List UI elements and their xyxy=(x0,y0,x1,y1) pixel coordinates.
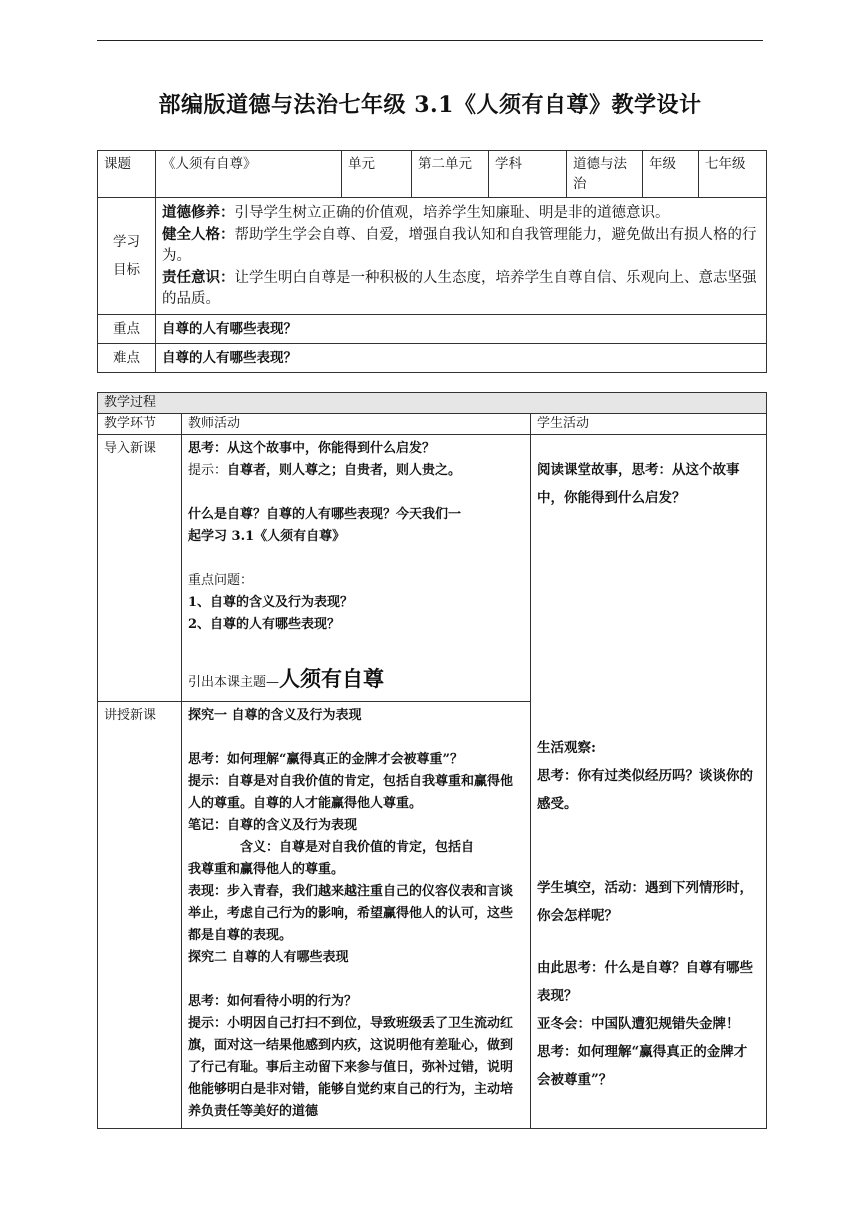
ke-ti-value: 《人须有自尊》 xyxy=(156,151,342,198)
process-header-row xyxy=(98,414,767,435)
difficulty-label: 难点 xyxy=(98,344,156,373)
student-item: 阅读课堂故事，思考：从这个故事中，你能得到什么启发？ xyxy=(537,462,740,506)
page-title: 部编版道德与法治七年级 3.1《人须有自尊》教学设计 xyxy=(158,92,702,118)
key-question: 2、自尊的人有哪些表现？ xyxy=(188,617,341,632)
student-activity xyxy=(531,435,767,1129)
student-item: 由此思考：什么是自尊？自尊有哪些表现？ xyxy=(537,960,753,1004)
nian-ji-label: 年级 xyxy=(643,151,699,198)
lecture-hint: 提示：自尊是对自我价值的肯定，包括自我尊重和赢得他人的尊重。自尊的人才能赢得他人尊重。 xyxy=(188,774,514,811)
intro-teacher xyxy=(182,435,531,702)
student-item-title: 生活观察: xyxy=(537,740,596,756)
explore-two: 探究二 自尊的人有哪些表现 xyxy=(188,950,349,965)
col-stage: 教学环节 xyxy=(98,414,182,435)
difficulty-value: 自尊的人有哪些表现？ xyxy=(156,344,767,373)
intro-stage: 导入新课 xyxy=(98,435,182,702)
lecture-think-2: 思考：如何看待小明的行为？ xyxy=(188,994,358,1009)
process-title-row xyxy=(98,393,767,414)
lecture-teacher xyxy=(182,702,531,1129)
info-row xyxy=(98,151,767,198)
process-table xyxy=(97,392,767,1129)
intro-think: 思考：从这个故事中，你能得到什么启发？ xyxy=(188,441,436,456)
objective-item: 责任意识：让学生明白自尊是一种积极的人生态度，培养学生自尊自信、乐观向上、意志坚强的品质。 xyxy=(162,269,757,307)
col-student: 学生活动 xyxy=(531,414,767,435)
dan-yuan-label: 单元 xyxy=(342,151,412,198)
lead-line: 引出本课主题—人须有自尊 xyxy=(188,666,385,691)
lecture-meaning-2: 我尊重和赢得他人的尊重。 xyxy=(188,862,345,877)
xue-ke-label: 学科 xyxy=(489,151,567,198)
key-point-label: 重点 xyxy=(98,315,156,344)
objectives-row xyxy=(98,198,767,315)
intro-row xyxy=(98,435,767,702)
objective-item: 道德修养：引导学生树立正确的价值观，培养学生知廉耻、明是非的道德意识。 xyxy=(162,204,670,221)
info-table xyxy=(97,150,767,373)
difficulty-row xyxy=(98,344,767,373)
objective-item: 健全人格：帮助学生学会自尊、自爱，增强自我认知和自我管理能力，避免做出有损人格的行为。 xyxy=(162,226,757,264)
process-title: 教学过程 xyxy=(98,393,767,414)
key-point-row xyxy=(98,315,767,344)
header-rule xyxy=(97,40,763,41)
lecture-hint-2: 提示：小明因自己打扫不到位，导致班级丢了卫生流动红旗，面对这一结果他感到内疚，这说明他有差耻心，做到了行己有耻。事后主动留下来参与值日，弥补过错，说明他能够明白是非对错，能够自觉约束自己的行为，主动培养负责任等美好的道德 xyxy=(188,1016,514,1119)
objectives-label: 学习目标 xyxy=(98,198,156,315)
lecture-think: 思考：如何理解“赢得真正的金牌才会被尊重”？ xyxy=(188,752,463,767)
ke-ti-label: 课题 xyxy=(98,151,156,198)
student-item: 思考：如何理解“赢得真正的金牌才会被尊重”？ xyxy=(537,1044,748,1088)
key-point-value: 自尊的人有哪些表现？ xyxy=(156,315,767,344)
objectives-body xyxy=(156,198,767,315)
key-question: 1、自尊的含义及行为表现？ xyxy=(188,595,354,610)
lecture-behavior: 表现：步入青春，我们越来越注重自己的仪容仪表和言谈举止，考虑自己行为的影响，希望赢得他人的认可，这些都是自尊的表现。 xyxy=(188,884,514,943)
intro-question: 什么是自尊？自尊的人有哪些表现？今天我们一 xyxy=(188,507,462,522)
intro-hint: 提示：自尊者，则人尊之；自贵者，则人贵之。 xyxy=(188,463,462,478)
nian-ji-value: 七年级 xyxy=(699,151,767,198)
lecture-meaning: 含义：自尊是对自我价值的肯定，包括自 xyxy=(240,840,475,855)
xue-ke-value: 道德与法治 xyxy=(567,151,643,198)
intro-question-2: 起学习 3.1《人须有自尊》 xyxy=(188,529,346,544)
lecture-note: 笔记：自尊的含义及行为表现 xyxy=(188,818,358,833)
dan-yuan-value: 第二单元 xyxy=(412,151,489,198)
explore-one: 探究一 自尊的含义及行为表现 xyxy=(188,708,362,723)
lecture-stage: 讲授新课 xyxy=(98,702,182,1129)
student-item: 思考：你有过类似经历吗？谈谈你的感受。 xyxy=(537,768,753,812)
col-teacher: 教师活动 xyxy=(182,414,531,435)
student-item: 亚冬会：中国队遭犯规错失金牌！ xyxy=(537,1016,740,1032)
key-question-label: 重点问题： xyxy=(188,573,254,588)
student-item: 学生填空，活动：遇到下列情形时，你会怎样呢？ xyxy=(537,880,753,924)
